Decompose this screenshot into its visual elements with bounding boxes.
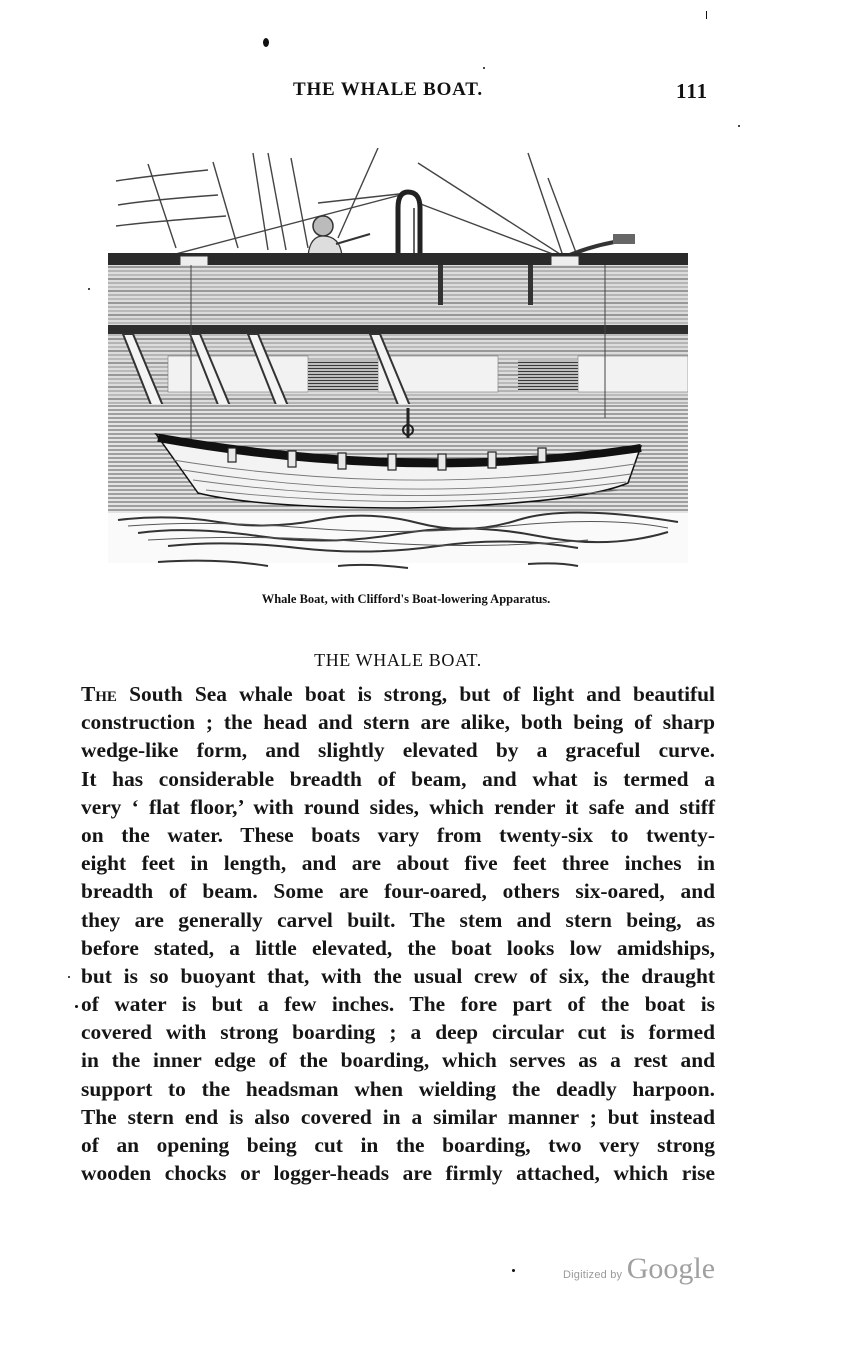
ink-speck — [738, 125, 740, 127]
text-line: before stated, a little elevated, the boat looks low amidships, — [81, 935, 715, 960]
body-paragraph — [81, 680, 715, 1187]
whale-boat-illustration — [108, 148, 688, 580]
text-line: of an opening being cut in the boarding, two very strong — [81, 1133, 715, 1157]
text-line: wooden chocks or logger-heads are firmly attached, which rise — [81, 1161, 715, 1186]
text-line: It has considerable breadth of beam, and what is termed a — [81, 766, 715, 791]
text-line: they are generally carvel built. The stem and stern being, as — [81, 907, 715, 932]
text-line: in the inner edge of the boarding, which serves as a rest and — [81, 1048, 715, 1073]
figure-caption: Whale Boat, with Clifford's Boat-lowering Apparatus. — [261, 592, 551, 606]
text-line: The stern end is also covered in a similar manner ; but instead — [81, 1104, 715, 1129]
running-head: THE WHALE BOAT. — [293, 79, 483, 100]
text-line: breadth of beam. Some are four-oared, others six-oared, and — [81, 879, 715, 904]
ink-speck — [483, 67, 485, 69]
ink-speck — [263, 38, 269, 47]
watermark-prefix: Digitized by — [563, 1269, 623, 1281]
ink-speck — [512, 1269, 515, 1272]
text-line: support to the headsman when wielding the deadly harpoon. — [81, 1076, 715, 1101]
ink-speck — [75, 1005, 78, 1008]
ink-speck — [68, 976, 70, 978]
text-line: on the water. These boats vary from twenty-six to twenty- — [81, 822, 715, 847]
text-line: wedge-like form, and slightly elevated by a graceful curve. — [81, 738, 715, 763]
ink-speck — [706, 11, 707, 19]
text-line — [81, 680, 715, 708]
text-line-content: South Sea whale boat is strong, but of light and beautiful — [116, 682, 715, 706]
text-line: very ‘ flat floor,’ with round sides, which render it safe and stiff — [81, 794, 715, 819]
text-line: covered with strong boarding ; a deep circular cut is formed — [81, 1020, 715, 1045]
ink-speck — [88, 288, 90, 290]
page-number: 111 — [676, 79, 709, 103]
google-logo-text: Google — [626, 1252, 716, 1285]
text-line: construction ; the head and stern are alike, both being of sharp — [81, 710, 715, 735]
text-line: eight feet in length, and are about five feet three inches in — [81, 851, 715, 876]
section-heading: THE WHALE BOAT. — [314, 650, 482, 670]
text-line: but is so buoyant that, with the usual crew of six, the draught — [81, 963, 715, 988]
drop-word: The — [81, 682, 117, 706]
digitized-by-google-watermark — [563, 1252, 715, 1286]
text-line: of water is but a few inches. The fore part of the boat is — [81, 992, 715, 1017]
